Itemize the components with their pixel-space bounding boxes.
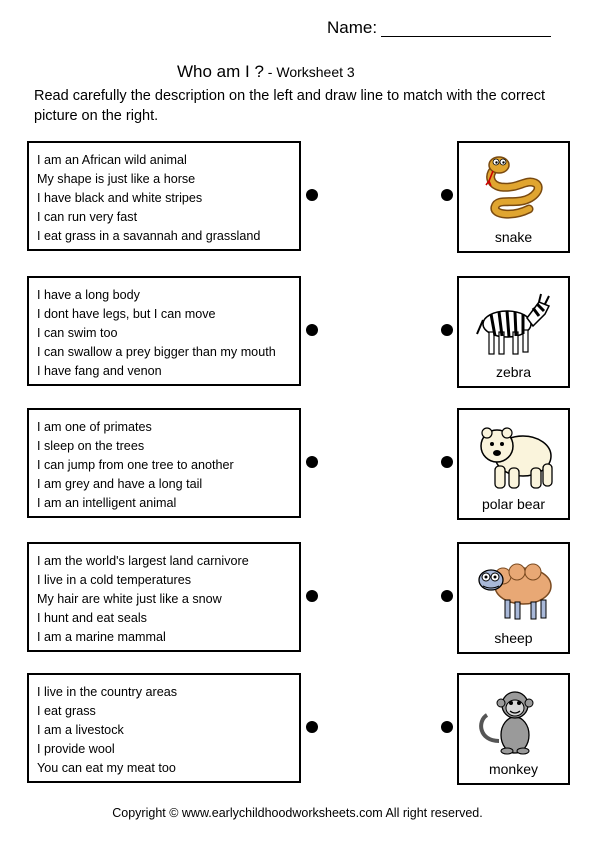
right-match-dot-4[interactable]: [441, 590, 453, 602]
description-line: I am an intelligent animal: [37, 496, 177, 510]
description-box-4: [27, 542, 301, 652]
description-line: You can eat my meat too: [37, 761, 176, 775]
zebra-icon: [469, 284, 559, 364]
description-line: I provide wool: [37, 742, 115, 756]
description-line: I have fang and venon: [37, 364, 162, 378]
name-label: Name:: [327, 18, 378, 37]
left-match-dot-5[interactable]: [306, 721, 318, 733]
right-match-dot-5[interactable]: [441, 721, 453, 733]
picture-label: sheep: [494, 630, 533, 646]
description-line: I have black and white stripes: [37, 191, 203, 205]
description-box-1: [27, 141, 301, 251]
left-match-dot-2[interactable]: [306, 324, 318, 336]
description-box-3: [27, 408, 301, 518]
instructions: Read carefully the description on the left and draw line to match with the correct picture on the right.: [34, 88, 545, 124]
monkey-icon: [469, 681, 559, 761]
description-line: I hunt and eat seals: [37, 611, 147, 625]
description-line: I am a marine mammal: [37, 630, 166, 644]
description-line: I live in the country areas: [37, 685, 178, 699]
right-match-dot-3[interactable]: [441, 456, 453, 468]
picture-label: monkey: [488, 761, 539, 777]
right-match-dot-1[interactable]: [441, 189, 453, 201]
title-sub: - Worksheet 3: [263, 64, 355, 80]
description-line: I am an African wild animal: [37, 153, 187, 167]
left-match-dot-3[interactable]: [306, 456, 318, 468]
title-main: Who am I ?: [177, 62, 264, 81]
left-match-dot-4[interactable]: [306, 590, 318, 602]
picture-box-monkey: [457, 673, 570, 785]
description-line: I can swim too: [37, 326, 118, 340]
description-box-2: [27, 276, 301, 386]
description-line: I am the world's largest land carnivore: [37, 554, 249, 568]
description-line: I am a livestock: [37, 723, 124, 737]
description-line: I dont have legs, but I can move: [37, 307, 216, 321]
picture-box-sheep: [457, 542, 570, 654]
description-line: I can jump from one tree to another: [37, 458, 234, 472]
right-match-dot-2[interactable]: [441, 324, 453, 336]
description-line: I can swallow a prey bigger than my mouth: [37, 345, 276, 359]
description-line: I am grey and have a long tail: [37, 477, 203, 491]
description-box-5: [27, 673, 301, 783]
left-match-dot-1[interactable]: [306, 189, 318, 201]
description-line: I eat grass in a savannah and grassland: [37, 229, 261, 243]
polar-bear-icon: [469, 416, 559, 496]
picture-box-zebra: [457, 276, 570, 388]
name-line[interactable]: [381, 36, 551, 37]
picture-box-polar-bear: [457, 408, 570, 520]
picture-box-snake: [457, 141, 570, 253]
page-title: [177, 62, 355, 82]
description-line: My shape is just like a horse: [37, 172, 196, 186]
copyright-footer: Copyright © www.earlychildhoodworksheets.com All right reserved.: [112, 806, 483, 820]
picture-label: zebra: [495, 364, 532, 380]
picture-label: snake: [494, 229, 533, 245]
description-line: I eat grass: [37, 704, 96, 718]
description-line: I have a long body: [37, 288, 140, 302]
description-line: I am one of primates: [37, 420, 152, 434]
description-line: I sleep on the trees: [37, 439, 145, 453]
description-line: I live in a cold temperatures: [37, 573, 191, 587]
picture-label: polar bear: [481, 496, 546, 512]
snake-icon: [469, 149, 559, 229]
sheep-icon: [469, 550, 559, 630]
description-line: I can run very fast: [37, 210, 138, 224]
description-line: My hair are white just like a snow: [37, 592, 222, 606]
